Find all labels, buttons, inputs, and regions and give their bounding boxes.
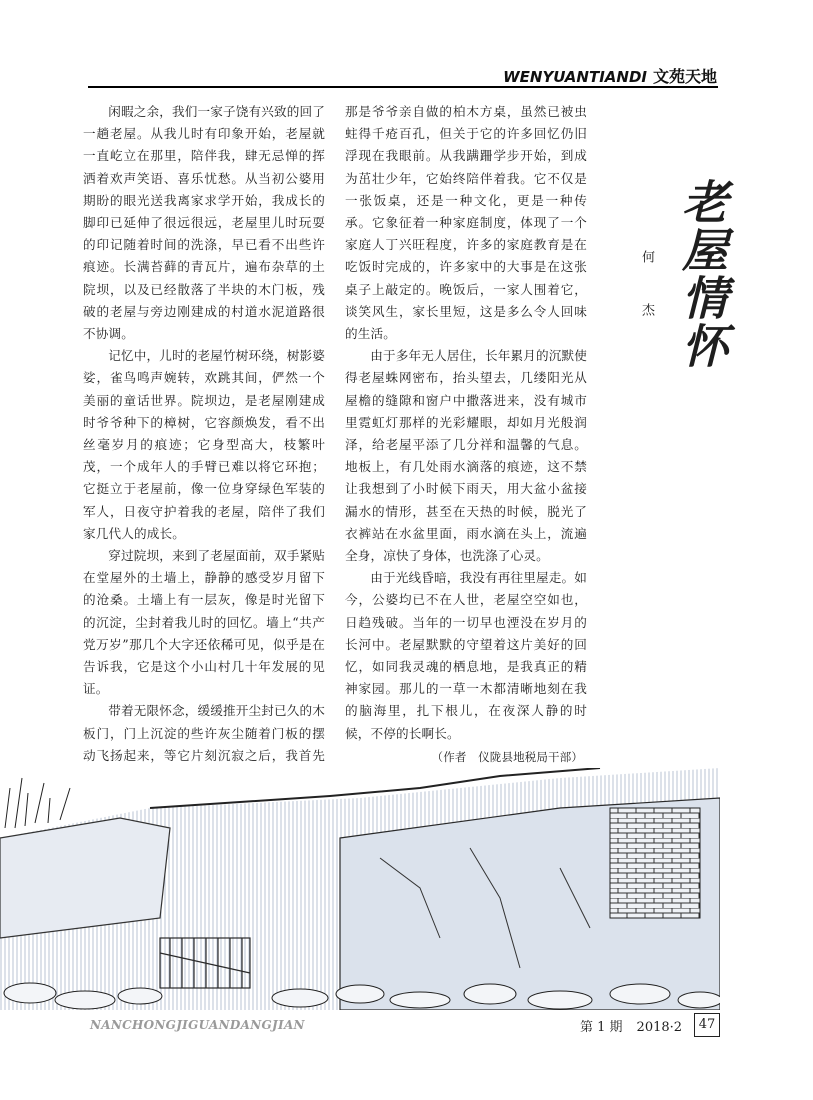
paragraph: 由于光线昏暗，我没有再往里屋走。如今，公婆均已不在人世，老屋空空如也，日趋残破。当年的一切早也湮没在岁月的长河中。老屋默默的守望着这片美好的回忆，如同我灵魂的栖息地，是我真正的精神家园。那儿的一草一木都清晰地刻在我的脑海里，扎下根儿，在夜深人静的时候，不停的长啊长。	[345, 570, 587, 741]
article-author: 何 杰	[639, 250, 654, 335]
paragraph: 带着无限怀念，缓缓推开尘封已久的木板门，门上沉淀的些许灰尘随着门板的摆动飞扬起来，等它片刻沉寂之后，我首先	[83, 703, 325, 763]
paragraph: 穿过院坝，来到了老屋面前，双手紧贴在堂屋外的土墙上，静静的感受岁月留下的沧桑。土墙上有一层灰，像是时光留下的沉淀，尘封着我儿时的回忆。墙上“共产党万岁”那几个大字还依稀可见，似乎是在告诉我，它是这个小山村几十年发展的见证。	[83, 548, 325, 697]
issue-date: 2018·2	[636, 1020, 683, 1035]
old-house-illustration	[0, 768, 720, 1010]
header-rule	[0, 86, 813, 89]
journal-name: NANCHONGJIGUANDANGJIAN	[90, 1018, 305, 1032]
paragraph: 那是爷爷亲自做的柏木方桌，虽然已被虫蛀得千疮百孔，但关于它的许多回忆仍旧浮现在我眼前。从我蹒跚学步开始，到成为茁壮少年，它始终陪伴着我。它不仅是一张饭桌，还是一种文化，更是一种传承。它象征着一种家庭制度，体现了一个家庭人丁兴旺程度，许多的家庭教育是在吃饭时完成的，许多家中的大事是在这张桌子上敲定的。晚饭后，一家人围着它，谈笑风生，家长里短，这是多么令人回味的生活。	[345, 104, 587, 342]
article-column-right	[345, 101, 587, 768]
issue-number: 第 1 期	[580, 1020, 623, 1035]
page-header	[0, 62, 813, 88]
paragraph: 记忆中，儿时的老屋竹树环绕，树影婆娑，雀鸟鸣声婉转，欢跳其间，俨然一个美丽的童话世界。院坝边，是老屋刚建成时爷爷种下的樟树，它容颜焕发，看不出丝毫岁月的痕迹；它身型高大，枝繁叶茂，一个成年人的手臂已难以将它环抱；它挺立于老屋前，像一位身穿绿色军装的军人，日夜守护着我的老屋，陪伴了我们家几代人的成长。	[83, 348, 325, 541]
author-byline: （作者 仪陇县地税局干部）	[431, 749, 583, 764]
paragraph: 闲暇之余，我们一家子饶有兴致的回了一趟老屋。从我儿时有印象开始，老屋就一直屹立在那里，陪伴我，肆无忌惮的挥洒着欢声笑语、喜乐忧愁。从当初公婆用期盼的眼光送我离家求学开始，我成长的脚印已延伸了很远很远，老屋里儿时玩耍的印记随着时间的洗涤，早已看不出些许痕迹。长满苔藓的青瓦片，遍布杂草的土院坝，以及已经散落了半块的木门板，残破的老屋与旁边刚建成的村道水泥道路很不协调。	[83, 104, 325, 342]
issue-info	[580, 1016, 682, 1035]
article-column-left	[83, 101, 325, 789]
page-number: 47	[694, 1013, 720, 1037]
paragraph: 由于多年无人居住，长年累月的沉默使得老屋蛛网密布，抬头望去，几缕阳光从屋檐的缝隙和窗户中撒落进来，没有城市里霓虹灯那样的光彩耀眼，却如月光般润泽，给老屋平添了几分祥和温馨的气息。地板上，有几处雨水滴落的痕迹，这不禁让我想到了小时候下雨天，用大盆小盆接漏水的情形，甚至在天热的时候，脱光了衣裤站在水盆里面，雨水滴在头上，流遍全身，凉快了身体，也洗涤了心灵。	[345, 348, 587, 564]
section-title	[503, 64, 717, 87]
section-title-latin: WENYUANTIANDI	[503, 68, 647, 86]
section-title-chinese: 文苑天地	[652, 67, 717, 86]
article-title: 老屋情怀	[675, 178, 729, 370]
